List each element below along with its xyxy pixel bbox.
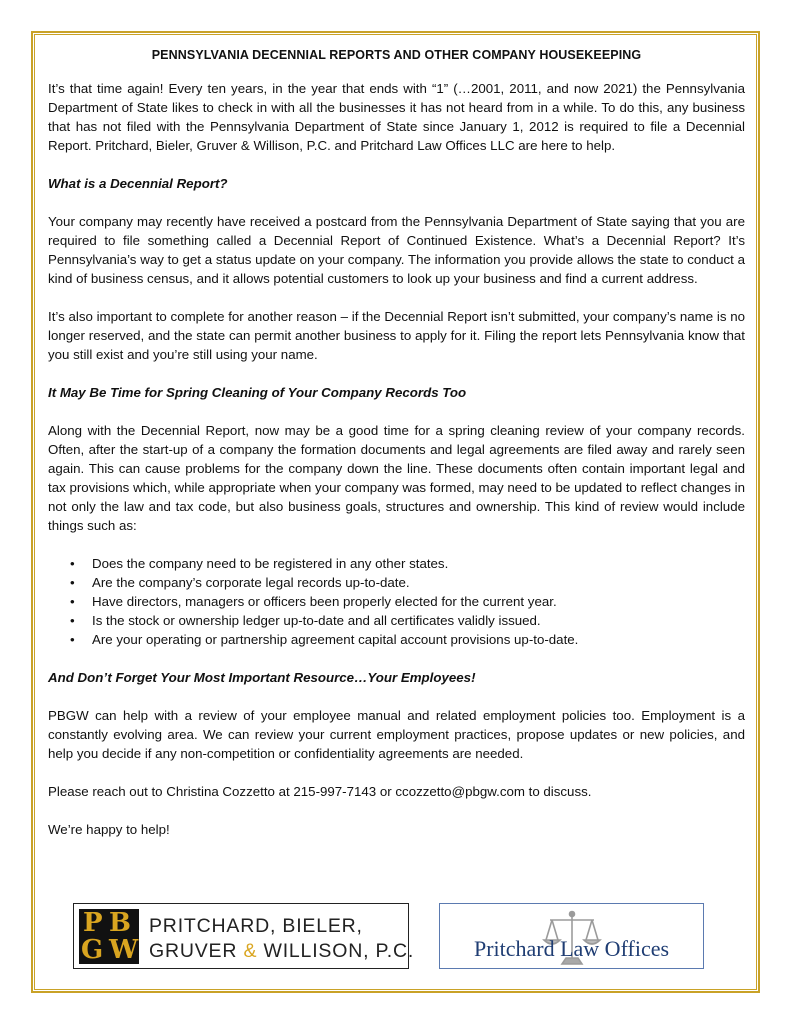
pritchard-law-offices-logo [439, 903, 704, 969]
list-item: • Is the stock or ownership ledger up-to-date and all certificates validly issued. [70, 613, 541, 628]
pbgw-monogram: P B G W [81, 908, 139, 965]
bullet-icon: • [70, 594, 75, 609]
bullet-icon: • [70, 632, 75, 647]
pbgw-firm-name: PRITCHARD, BIELER, GRUVER & WILLISON, P.C. [149, 915, 415, 962]
list-item: • Does the company need to be registered in any other states. [70, 556, 449, 571]
closing-line: We’re happy to help! [48, 822, 170, 837]
document-body [48, 46, 745, 858]
list-item: • Are your operating or partnership agreement capital account provisions up-to-date. [70, 632, 579, 647]
bullet-icon: • [70, 613, 75, 628]
plo-firm-name: Pritchard Law Offices [473, 936, 670, 961]
list-item: • Have directors, managers or officers been properly elected for the current year. [70, 594, 557, 609]
section-heading-employees: And Don’t Forget Your Most Important Resource…Your Employees! [48, 670, 476, 685]
intro-paragraph: It’s that time again! Every ten years, in the year that ends with “1” (…2001, 2011, and now 2021) the Pennsylvania Department of State likes to check in with all the businesses it has not heard from in a while. To do this, any business that has not filed with the Pennsylvania Department of State since January 1, 2012 is required to file a Decennial Report. Pritchard, Bieler, Gruver & Willison, P.C. and Pritchard Law Offices LLC are here to help. [48, 81, 745, 153]
list-item: • Are the company’s corporate legal records up-to-date. [70, 575, 410, 590]
bullet-icon: • [70, 575, 75, 590]
employees-paragraph: PBGW can help with a review of your employee manual and related employment policies too. Employment is a constantly evolving area. We can review your current employment practices, propose updates or new policies, and help you decide if any non-competition or confidentiality agreements are needed. [48, 708, 745, 761]
section-heading-decennial: What is a Decennial Report? [48, 176, 228, 191]
spring-cleaning-paragraph: Along with the Decennial Report, now may be a good time for a spring cleaning review of your company records. Often, after the start-up of a company the formation documents and legal agreements are filed away and rarely seen again. This can cause problems for the company down the line. These documents often contain important legal and tax provisions which, while appropriate when your company was formed, may need to be updated to reflect changes in not only the law and tax code, but also business goals, structures and ownership. This kind of review would include things such as: [48, 423, 745, 533]
name-reservation-paragraph: It’s also important to complete for another reason – if the Decennial Report isn’t submitted, your company’s name is no longer reserved, and the state can permit another business to apply for it. Filing the report lets Pennsylvania know that you still exist and you’re still using your name. [48, 309, 745, 362]
document-title: PENNSYLVANIA DECENNIAL REPORTS AND OTHER COMPANY HOUSEKEEPING [151, 48, 642, 62]
decennial-paragraph: Your company may recently have received a postcard from the Pennsylvania Department of State saying that you are required to file something called a Decennial Report of Continued Existence. What’s a Decennial Report? It’s Pennsylvania’s way to get a status update on your company. The information you provide allows the state to conduct a kind of business census, and it allows potential customers to look up your business and find a current address. [48, 214, 745, 286]
contact-paragraph: Please reach out to Christina Cozzetto at 215-997-7143 or ccozzetto@pbgw.com to discuss. [48, 784, 592, 799]
pbgw-logo [73, 903, 415, 969]
section-heading-spring-cleaning: It May Be Time for Spring Cleaning of Your Company Records Too [48, 385, 467, 400]
bullet-icon: • [70, 556, 75, 571]
footer-logos [0, 900, 791, 980]
review-checklist [48, 554, 745, 649]
